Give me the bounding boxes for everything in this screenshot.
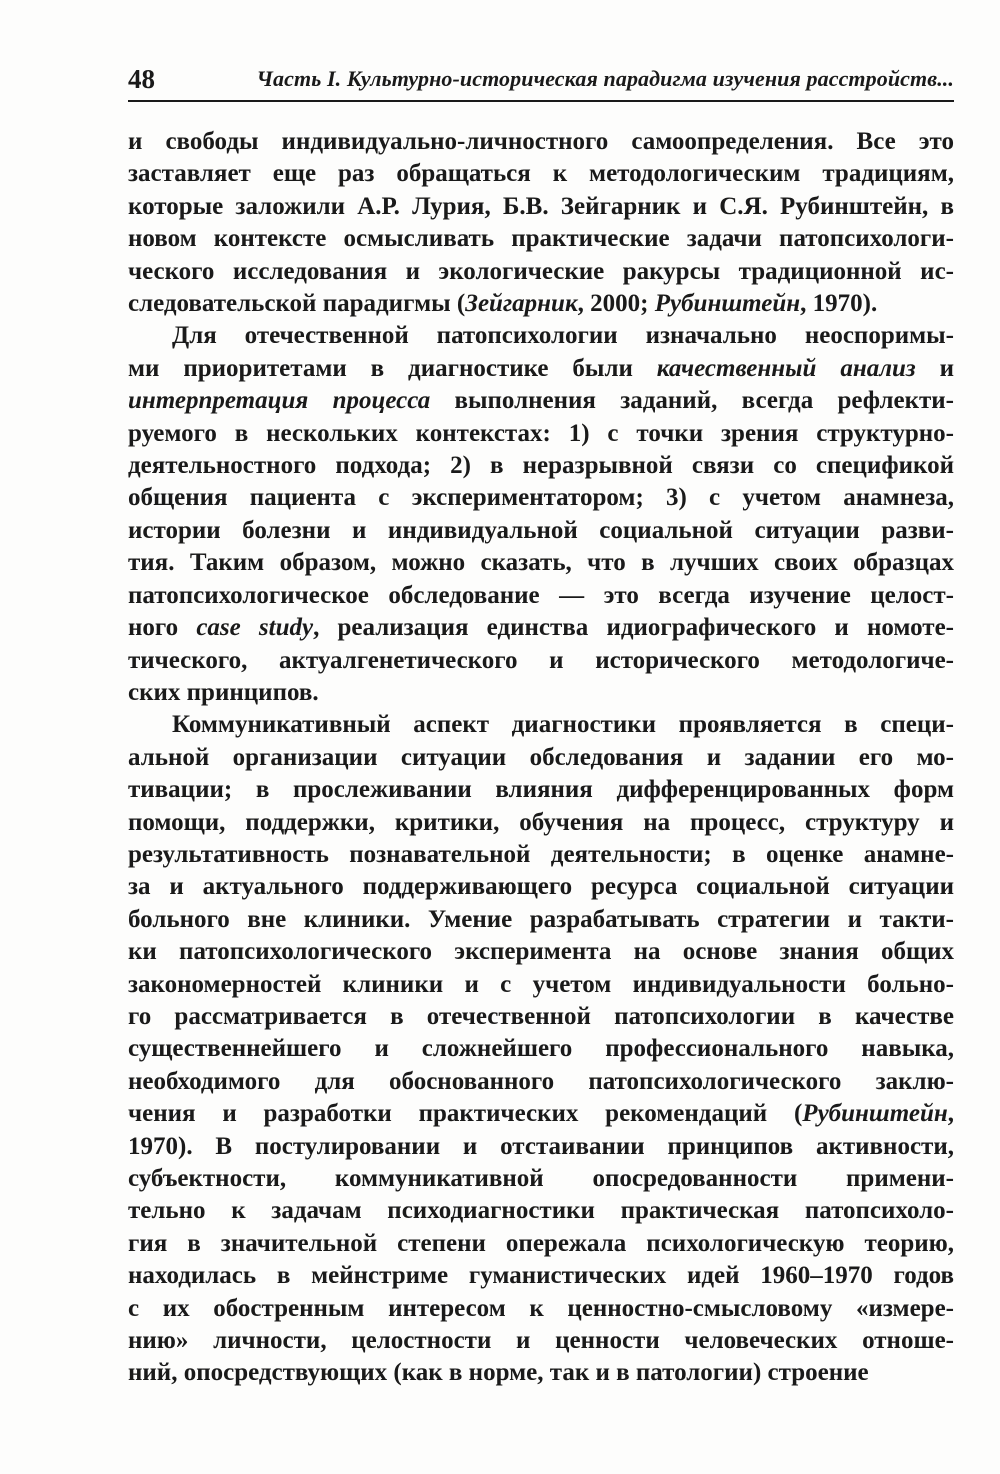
text-run: , xyxy=(947,1100,954,1128)
text-line xyxy=(128,191,954,223)
italic-run: Рубинштейн xyxy=(802,1100,948,1128)
text-line xyxy=(128,1293,954,1325)
text-run: существеннейшего и сложнейшего профессионального навыка, xyxy=(128,1035,954,1063)
italic-run: case study xyxy=(196,614,314,642)
text-run: тивации; в прослеживании влияния дифференцированных форм xyxy=(128,776,954,804)
text-line xyxy=(128,1228,954,1260)
text-run: , 1970). xyxy=(800,290,878,318)
text-line xyxy=(128,807,954,839)
page-number: 48 xyxy=(128,64,155,94)
text-run: следовательской парадигмы ( xyxy=(128,290,466,318)
text-line xyxy=(128,1001,954,1033)
text-line xyxy=(128,1195,954,1227)
text-run: результативность познавательной деятельности; в оценке анамне- xyxy=(128,840,954,868)
text-run: 1970). В постулировании и отстаивании принципов активности, xyxy=(128,1132,954,1160)
text-line xyxy=(128,936,954,968)
text-line xyxy=(128,515,954,547)
text-run: ческого исследования и экологические ракурсы традиционной ис- xyxy=(128,257,954,285)
text-line xyxy=(128,774,954,806)
text-line xyxy=(128,1357,954,1389)
text-line xyxy=(128,1163,954,1195)
text-line xyxy=(128,677,954,709)
running-head-title: Часть I. Культурно-историческая парадигма изучения расстройств... xyxy=(256,66,954,91)
text-line xyxy=(128,969,954,1001)
text-run: и xyxy=(915,354,954,382)
text-run: тического, актуалгенетического и исторического методологиче- xyxy=(128,646,954,674)
text-run: патопсихологическое обследование — это всегда изучение целост- xyxy=(128,581,954,609)
text-line xyxy=(128,709,954,741)
paragraph-1 xyxy=(128,126,954,320)
text-run: субъектности, коммуникативной опосредованности примени- xyxy=(128,1165,954,1192)
text-run: , 2000; xyxy=(577,290,655,318)
text-run: тия. Таким образом, можно сказать, что в лучших своих образцах xyxy=(128,549,954,577)
text-line xyxy=(128,450,954,482)
text-line xyxy=(128,418,954,450)
text-line xyxy=(128,547,954,579)
text-line xyxy=(128,1131,954,1163)
text-run: находилась в мейнстриме гуманистических идей 1960–1970 годов xyxy=(128,1262,954,1290)
paragraph-2 xyxy=(128,320,954,709)
text-run: альной организации ситуации обследования и задании его мо- xyxy=(128,743,954,771)
text-run: истории болезни и индивидуальной социальной ситуации разви- xyxy=(128,516,954,544)
text-line xyxy=(128,612,954,644)
text-run: больного вне клиники. Умение разрабатывать стратегии и такти- xyxy=(128,905,954,933)
italic-run: Рубинштейн xyxy=(654,290,801,318)
text-run: новом контексте осмысливать практические задачи патопсихологи- xyxy=(128,225,954,253)
text-line xyxy=(128,839,954,871)
text-line xyxy=(128,353,954,385)
text-run: выполнения заданий, всегда рефлекти- xyxy=(430,387,955,415)
paragraph-3 xyxy=(128,709,954,1390)
text-line xyxy=(128,871,954,903)
running-head xyxy=(128,60,954,102)
text-run: общения пациента с экспериментатором; 3) с учетом анамнеза, xyxy=(128,484,954,512)
text-run: руемого в нескольких контекстах: 1) с точки зрения структурно- xyxy=(128,419,954,447)
text-line xyxy=(128,385,954,417)
text-line xyxy=(128,288,954,320)
text-run: заставляет еще раз обращаться к методологическим традициям, xyxy=(128,160,954,188)
text-line xyxy=(128,1066,954,1098)
text-run: деятельностного подхода; 2) в неразрывной связи со спецификой xyxy=(128,452,954,480)
text-run: ного xyxy=(128,614,197,642)
text-run: нию» личности, целостности и ценности человеческих отноше- xyxy=(128,1327,954,1355)
text-run: за и актуального поддерживающего ресурса социальной ситуации xyxy=(128,873,954,901)
text-run: с их обостренным интересом к ценностно-смысловому «измере- xyxy=(128,1294,954,1322)
text-line xyxy=(128,482,954,514)
text-run: гия в значительной степени опережала психологическую теорию, xyxy=(128,1229,954,1257)
text-line xyxy=(128,158,954,190)
text-run: которые заложили А.Р. Лурия, Б.В. Зейгарник и С.Я. Рубинштейн, в xyxy=(128,192,954,220)
text-line xyxy=(128,1325,954,1357)
text-run: Для отечественной патопсихологии изначально неоспоримы- xyxy=(172,322,954,350)
text-run: ми приоритетами в диагностике были xyxy=(128,354,657,382)
text-line xyxy=(128,223,954,255)
text-line xyxy=(128,126,954,158)
text-line xyxy=(128,256,954,288)
text-run: необходимого для обоснованного патопсихологического заклю- xyxy=(128,1067,954,1095)
text-run: закономерностей клиники и с учетом индивидуальности больно- xyxy=(128,970,954,998)
text-run: ских принципов. xyxy=(128,678,319,706)
text-run: чения и разработки практических рекомендаций ( xyxy=(128,1100,803,1128)
text-run: и свободы индивидуально-личностного самоопределения. Все это xyxy=(128,128,954,155)
text-line xyxy=(128,1260,954,1292)
italic-run: качественный анализ xyxy=(656,354,916,382)
text-line xyxy=(128,320,954,352)
text-run: тельно к задачам психодиагностики практическая патопсихоло- xyxy=(128,1197,954,1225)
text-run: помощи, поддержки, критики, обучения на процесс, структуру и xyxy=(128,808,954,836)
text-line xyxy=(128,742,954,774)
body-text xyxy=(128,126,954,1390)
text-line xyxy=(128,1098,954,1130)
text-run: Коммуникативный аспект диагностики проявляется в специ- xyxy=(172,711,954,739)
text-run: ки патопсихологического эксперимента на основе знания общих xyxy=(128,938,954,966)
text-line xyxy=(128,1033,954,1065)
text-line xyxy=(128,580,954,612)
text-run: ний, опосредствующих (как в норме, так и в патологии) строение xyxy=(128,1359,869,1387)
text-run: , реализация единства идиографического и номоте- xyxy=(313,614,954,642)
text-line xyxy=(128,645,954,677)
text-line xyxy=(128,904,954,936)
italic-run: интерпретация процесса xyxy=(128,387,431,415)
text-run: го рассматривается в отечественной патопсихологии в качестве xyxy=(128,1002,954,1030)
italic-run: Зейгарник xyxy=(465,290,578,318)
